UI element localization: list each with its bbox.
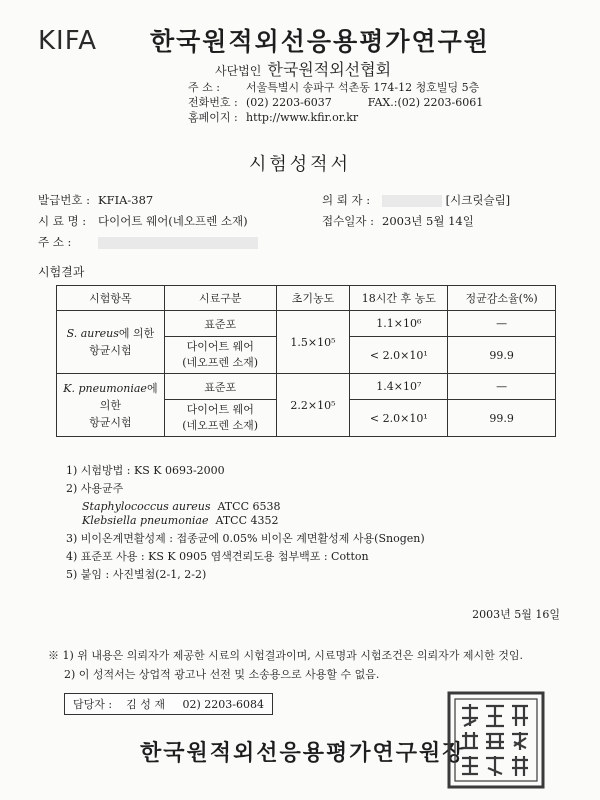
issue-date: 2003년 5월 16일 [472,608,560,621]
association-name [215,57,391,80]
rate-cell: — [448,374,556,400]
sample-cell: 표준포 [164,311,276,337]
after-conc-cell: < 2.0×10¹ [350,400,448,437]
client-label: 의 뢰 자 : [322,193,371,207]
received-date: 2003년 5월 14일 [382,214,474,228]
issue-no-label: 발급번호 : [38,193,90,207]
table-header-row [57,286,556,311]
org-address: 서울특별시 송파구 석촌동 174-12 청호빌딩 5층 [246,81,480,94]
official-seal-icon [446,690,546,790]
sample-cell: 다이어트 웨어 (네오프렌 소재) [164,400,276,437]
logo: KIFA [38,26,98,56]
after-conc-cell: 1.4×10⁷ [350,374,448,400]
notes-list [66,462,425,584]
issue-no: KFIA-387 [98,193,154,207]
footer-org-name: 한국원적외선응용평가연구원장 [140,740,466,766]
sample-name: 다이어트 웨어(네오프렌 소재) [98,214,248,228]
header-reduction-rate: 정균감소율(%) [448,286,556,311]
phone-line: 전화번호 : (02) 2203-6037 FAX.:(02) 2203-6061 [188,96,484,109]
org-info [188,80,483,125]
remark-2: 2) 이 성적서는 상업적 광고나 선전 및 소송용으로 사용할 수 없음. [64,668,380,681]
header-sample-type: 시료구분 [164,286,276,311]
initial-conc-cell: 2.2×10⁵ [276,374,350,437]
header-after-18h: 18시간 후 농도 [350,286,448,311]
note-attachment: 5) 붙임 : 사진별첨(2-1, 2-2) [66,568,207,581]
note-surfactant: 3) 비이온계면활성제 : 접종균에 0.05% 비이온 계면활성제 사용(Snogen) [66,532,425,545]
note-strains: 2) 사용균주 [66,482,124,495]
fax-label: FAX.: [367,96,398,109]
note-test-method: 1) 시험방법 : KS K 0693-2000 [66,464,225,477]
table-row [57,374,556,400]
results-section-title: 시험결과 [38,265,85,279]
contact-label: 담당자 : [73,698,113,711]
after-conc-cell: 1.1×10⁶ [350,311,448,337]
received-label: 접수일자 : [322,214,374,228]
contact-name: 김 성 재 [126,698,165,711]
after-conc-cell: < 2.0×10¹ [350,337,448,374]
header-initial-conc: 초기농도 [276,286,350,311]
strain-1: Staphylococcus aureus ATCC 6538 [82,500,281,513]
address-line: 주 소 : 서울특별시 송파구 석촌동 174-12 청호빌딩 5층 [188,81,480,94]
corp-label: 사단법인 [215,64,262,78]
header-test-item: 시험항목 [57,286,165,311]
address-label: 주 소 : [38,235,72,249]
test-item-s-aureus: S. aureus에 의한 항균시험 [57,311,165,374]
note-standard-fabric: 4) 표준포 사용 : KS K 0905 염색견뢰도용 첨부백포 : Cotton [66,550,369,563]
remark-1: ※ 1) 위 내용은 의뢰자가 제공한 시료의 시험결과이며, 시료명과 시험조건은 의뢰자가 제시한 것임. [48,649,524,662]
org-fax: (02) 2203-6061 [397,96,484,109]
assoc-name: 한국원적외선협회 [267,60,392,79]
redacted-address [98,237,258,249]
rate-cell: 99.9 [448,337,556,374]
sample-cell: 표준포 [164,374,276,400]
redacted-client [382,195,442,207]
org-phone: (02) 2203-6037 [246,96,332,109]
table-row [57,311,556,337]
homepage-line: 홈페이지 : http://www.kfir.or.kr [188,111,359,124]
document-title: 시험성적서 [249,154,351,175]
sample-cell: 다이어트 웨어 (네오프렌 소재) [164,337,276,374]
meta-left [38,190,258,253]
rate-cell: — [448,311,556,337]
sample-label: 시 료 명 : [38,214,87,228]
remarks [48,646,523,684]
contact-box [64,693,273,715]
initial-conc-cell: 1.5×10⁵ [276,311,350,374]
contact-phone: 02) 2203-6084 [182,698,264,711]
meta-right [322,190,510,232]
strain-2: Klebsiella pneumoniae ATCC 4352 [82,514,279,527]
results-table [56,285,556,437]
client-company: [시크릿슬림] [445,193,511,207]
org-name: 한국원적외선응용평가연구원 [150,27,490,56]
rate-cell: 99.9 [448,400,556,437]
org-homepage: http://www.kfir.or.kr [246,111,359,124]
test-item-k-pneumoniae: K. pneumoniae에 의한 항균시험 [57,374,165,437]
